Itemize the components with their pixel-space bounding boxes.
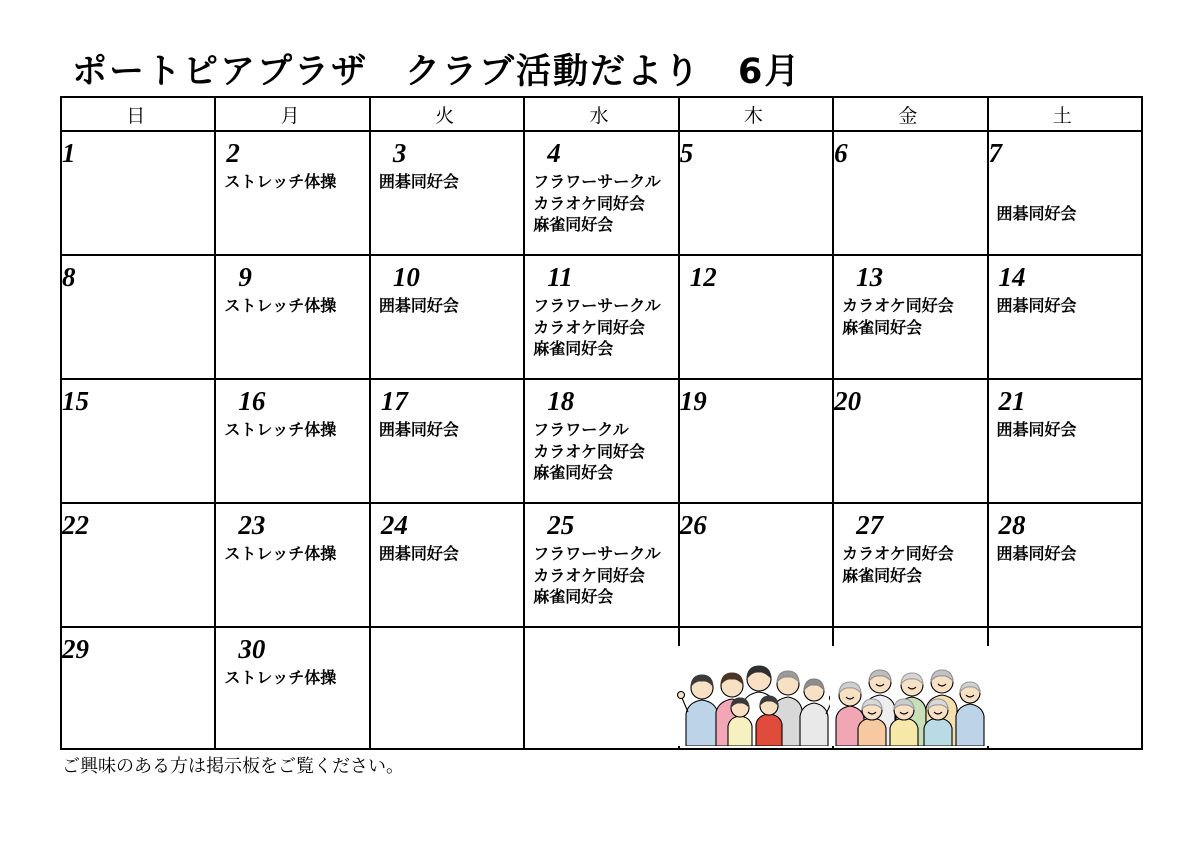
day-events (989, 415, 1141, 441)
event-item: フラワーサークル (533, 296, 661, 315)
day-events (525, 539, 677, 608)
day-number: 5 (679, 138, 694, 168)
calendar-week-row (61, 627, 1142, 749)
day-number: 28 (998, 510, 1026, 540)
day-events (371, 167, 523, 193)
event-item: 麻雀同好会 (533, 339, 614, 359)
day-events (216, 539, 368, 565)
day-number: 30 (238, 634, 266, 664)
day-events (989, 539, 1141, 565)
calendar-cell (370, 255, 524, 379)
elderly-group-illustration (830, 646, 990, 746)
day-events (371, 415, 523, 441)
day-number: 17 (380, 386, 408, 416)
calendar-cell (524, 379, 678, 503)
day-number: 11 (547, 262, 573, 292)
calendar-week-row (61, 379, 1142, 503)
calendar-cell (61, 503, 215, 627)
calendar-cell (833, 503, 987, 627)
day-number: 29 (62, 634, 89, 664)
calendar-cell (215, 379, 369, 503)
day-number: 13 (856, 262, 884, 292)
calendar-cell (215, 131, 369, 255)
event-item: カラオケ同好会 (842, 296, 954, 315)
event-item: ストレッチ体操 (224, 296, 337, 315)
weekday-header-mon: 月 (215, 97, 369, 131)
event-item: 麻雀同好会 (533, 215, 614, 235)
day-events (989, 291, 1141, 317)
calendar-cell (988, 503, 1142, 627)
calendar-week-row (61, 131, 1142, 255)
day-events (525, 167, 677, 236)
day-number: 7 (988, 138, 1003, 168)
day-number: 19 (679, 386, 707, 416)
calendar-cell (61, 379, 215, 503)
event-item: カラオケ同好会 (533, 441, 645, 461)
calendar-cell (524, 503, 678, 627)
event-item: 囲碁同好会 (996, 544, 1077, 563)
event-item: ストレッチ体操 (224, 172, 337, 191)
event-item: カラオケ同好会 (533, 317, 645, 337)
event-item: 囲碁同好会 (996, 296, 1077, 315)
event-item: フラワークル (533, 420, 629, 439)
day-events (216, 291, 368, 317)
calendar-cell (988, 255, 1142, 379)
calendar-cell (524, 627, 678, 749)
calendar-cell (61, 255, 215, 379)
calendar-cell (988, 379, 1142, 503)
day-number: 9 (238, 262, 252, 292)
calendar-cell (215, 255, 369, 379)
calendar-cell (679, 627, 833, 749)
calendar-cell (370, 627, 524, 749)
event-item: 囲碁同好会 (378, 544, 459, 563)
weekday-header-thu: 木 (679, 97, 833, 131)
footer-note: ご興味のある方は掲示板をご覧ください。 (62, 756, 404, 777)
day-events (371, 539, 523, 565)
day-number: 25 (547, 510, 575, 540)
calendar-cell (679, 379, 833, 503)
calendar-cell (215, 627, 369, 749)
day-number: 10 (392, 262, 420, 292)
weekday-header-sat: 土 (988, 97, 1142, 131)
day-events (989, 167, 1141, 225)
event-item: ストレッチ体操 (224, 544, 337, 563)
day-number: 16 (238, 386, 266, 416)
day-number: 20 (834, 386, 862, 416)
event-item: カラオケ同好会 (533, 193, 645, 213)
event-item: 囲碁同好会 (378, 172, 459, 191)
day-events (216, 415, 368, 441)
day-events (525, 291, 677, 360)
calendar-cell (61, 627, 215, 749)
day-events (834, 167, 986, 171)
day-events (834, 291, 986, 338)
calendar-cell (524, 255, 678, 379)
day-number: 23 (238, 510, 266, 540)
calendar-cell (679, 255, 833, 379)
event-item: ストレッチ体操 (224, 668, 337, 687)
event-item: フラワーサークル (533, 172, 661, 191)
calendar-cell (988, 627, 1142, 749)
event-item: 麻雀同好会 (533, 587, 614, 607)
weekday-header-wed: 水 (524, 97, 678, 131)
day-number: 8 (62, 262, 76, 292)
calendar-cell (833, 255, 987, 379)
day-events (216, 663, 368, 689)
calendar-cell (524, 131, 678, 255)
calendar-cell (833, 627, 987, 749)
event-item: カラオケ同好会 (842, 544, 954, 563)
day-events (525, 415, 677, 484)
event-item: 麻雀同好会 (842, 565, 923, 585)
day-events (62, 291, 214, 295)
calendar-week-row (61, 255, 1142, 379)
day-number: 24 (380, 510, 408, 540)
page-title: ポートピアプラザ クラブ活動だより 6月 (72, 52, 802, 92)
day-number: 2 (226, 138, 240, 168)
day-events (371, 291, 523, 317)
day-number: 15 (62, 386, 89, 416)
day-number: 18 (547, 386, 575, 416)
day-events (834, 539, 986, 586)
day-number: 26 (679, 510, 707, 540)
day-events (680, 167, 832, 171)
calendar-cell (679, 503, 833, 627)
day-events (216, 167, 368, 193)
calendar-cell (988, 131, 1142, 255)
event-item: 麻雀同好会 (533, 463, 614, 483)
day-number: 6 (834, 138, 848, 168)
day-number: 21 (998, 386, 1026, 416)
event-item: 囲碁同好会 (378, 296, 459, 315)
event-item: カラオケ同好会 (533, 565, 645, 585)
weekday-header-tue: 火 (370, 97, 524, 131)
calendar-cell (370, 131, 524, 255)
calendar-cell (370, 379, 524, 503)
event-item: ストレッチ体操 (224, 420, 337, 439)
event-item: 囲碁同好会 (996, 420, 1077, 439)
day-events (62, 167, 214, 171)
day-number: 12 (689, 262, 717, 292)
day-number: 1 (62, 138, 76, 168)
weekday-header-sun: 日 (61, 97, 215, 131)
weekday-header-row (61, 97, 1142, 131)
weekday-header-fri: 金 (833, 97, 987, 131)
event-item: 囲碁同好会 (996, 204, 1077, 223)
day-number: 4 (547, 138, 561, 168)
group-of-people-illustration (676, 646, 836, 746)
calendar-cell (61, 131, 215, 255)
calendar-cell (679, 131, 833, 255)
event-item: 囲碁同好会 (378, 420, 459, 439)
event-item: フラワーサークル (533, 544, 661, 563)
event-item: 麻雀同好会 (842, 317, 923, 337)
day-number: 3 (392, 138, 407, 168)
day-number: 22 (62, 510, 89, 540)
day-number: 27 (856, 510, 884, 540)
day-number: 14 (998, 262, 1026, 292)
calendar-cell (370, 503, 524, 627)
calendar-cell (833, 379, 987, 503)
calendar-cell (215, 503, 369, 627)
activity-calendar (60, 96, 1143, 750)
calendar-week-row (61, 503, 1142, 627)
calendar-cell (833, 131, 987, 255)
